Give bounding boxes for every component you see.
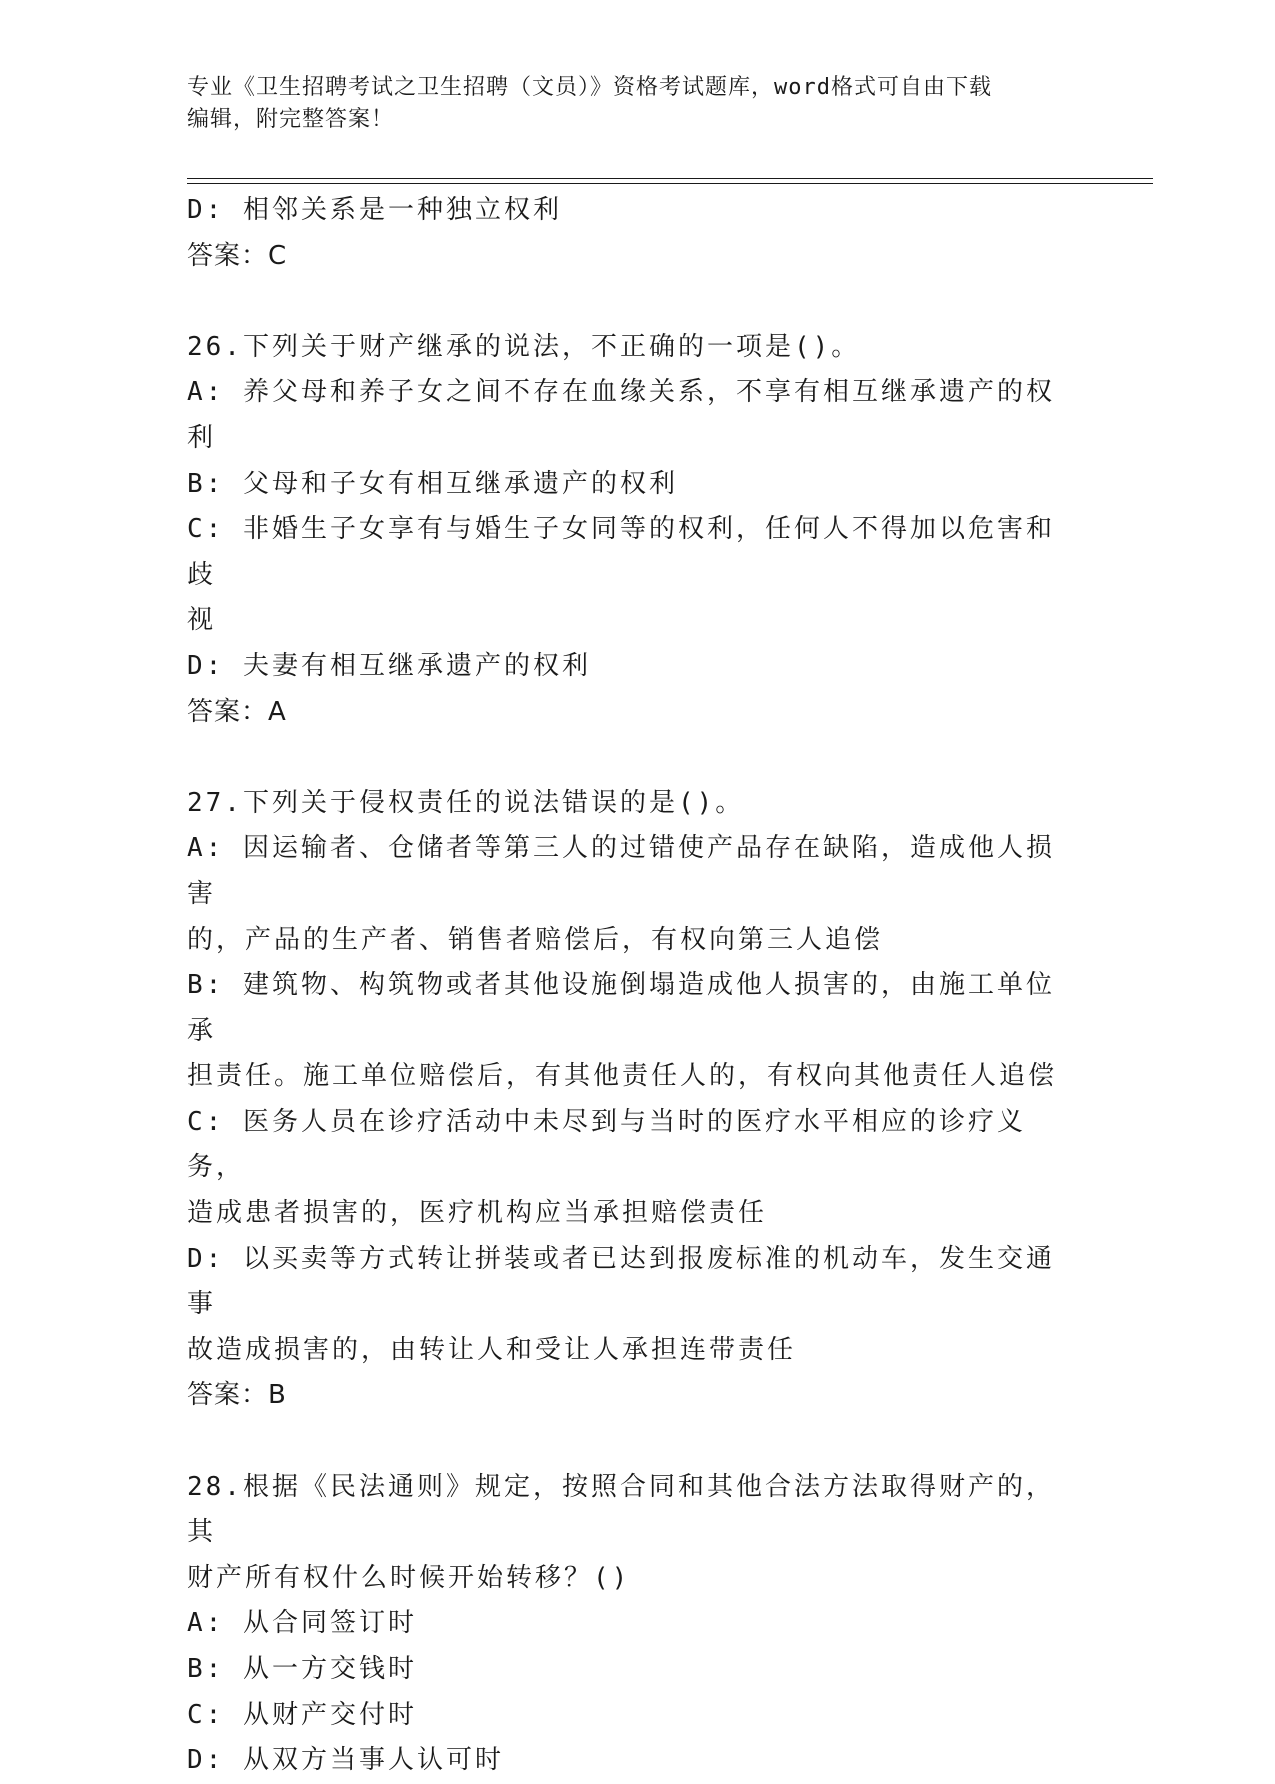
question-27 bbox=[187, 781, 1067, 1419]
question-stem: 26.下列关于财产继承的说法，不正确的一项是()。 bbox=[187, 331, 861, 362]
question-stem: 27.下列关于侵权责任的说法错误的是()。 bbox=[187, 787, 745, 818]
header-line-1: 专业《卫生招聘考试之卫生招聘（文员）》资格考试题库，word格式可自由下载 bbox=[187, 75, 992, 100]
question-28 bbox=[187, 1465, 1067, 1784]
option-d: D: 相邻关系是一种独立权利 bbox=[187, 195, 562, 225]
answer-line: 答案：B bbox=[187, 1380, 287, 1411]
page-header bbox=[187, 72, 1087, 136]
option-b: B: 从一方交钱时 bbox=[187, 1654, 417, 1684]
option-a: A: 养父母和养子女之间不存在血缘关系，不享有相互继承遗产的权利 bbox=[187, 377, 1055, 453]
option-a-continued: 的，产品的生产者、销售者赔偿后，有权向第三人追偿 bbox=[187, 924, 884, 955]
option-a: A: 因运输者、仓储者等第三人的过错使产品存在缺陷，造成他人损害 bbox=[187, 833, 1055, 909]
option-d: D: 夫妻有相互继承遗产的权利 bbox=[187, 650, 591, 681]
header-double-rule bbox=[187, 178, 1153, 184]
question-26 bbox=[187, 325, 1067, 735]
answer-line: 答案：A bbox=[187, 696, 287, 727]
option-b: B: 父母和子女有相互继承遗产的权利 bbox=[187, 468, 678, 499]
option-b-continued: 担责任。施工单位赔偿后，有其他责任人的，有权向其他责任人追偿 bbox=[187, 1061, 1058, 1092]
option-c: C: 医务人员在诊疗活动中未尽到与当时的医疗水平相应的诊疗义务， bbox=[187, 1106, 1026, 1183]
question-stem: 28.根据《民法通则》规定，按照合同和其他合法方法取得财产的，其 bbox=[187, 1471, 1055, 1548]
option-d: D: 以买卖等方式转让拼装或者已达到报废标准的机动车，发生交通事 bbox=[187, 1243, 1055, 1320]
spacer bbox=[187, 1419, 1067, 1465]
option-d-continued: 故造成损害的，由转让人和受让人承担连带责任 bbox=[187, 1334, 797, 1365]
option-d: D: 从双方当事人认可时 bbox=[187, 1745, 504, 1776]
question-content bbox=[187, 188, 1067, 1784]
answer-line: 答案：C bbox=[187, 240, 288, 271]
spacer bbox=[187, 279, 1067, 325]
option-c: C: 从财产交付时 bbox=[187, 1699, 417, 1730]
option-c-continued: 造成患者损害的，医疗机构应当承担赔偿责任 bbox=[187, 1198, 768, 1229]
spacer bbox=[187, 735, 1067, 781]
header-line-2: 编辑，附完整答案！ bbox=[187, 107, 395, 132]
option-c-continued: 视 bbox=[187, 605, 217, 636]
question-stem-continued: 财产所有权什么时候开始转移？() bbox=[187, 1562, 631, 1593]
option-c: C: 非婚生子女享有与婚生子女同等的权利，任何人不得加以危害和歧 bbox=[187, 514, 1055, 590]
option-b: B: 建筑物、构筑物或者其他设施倒塌造成他人损害的，由施工单位承 bbox=[187, 970, 1055, 1046]
option-a: A: 从合同签订时 bbox=[187, 1608, 417, 1639]
